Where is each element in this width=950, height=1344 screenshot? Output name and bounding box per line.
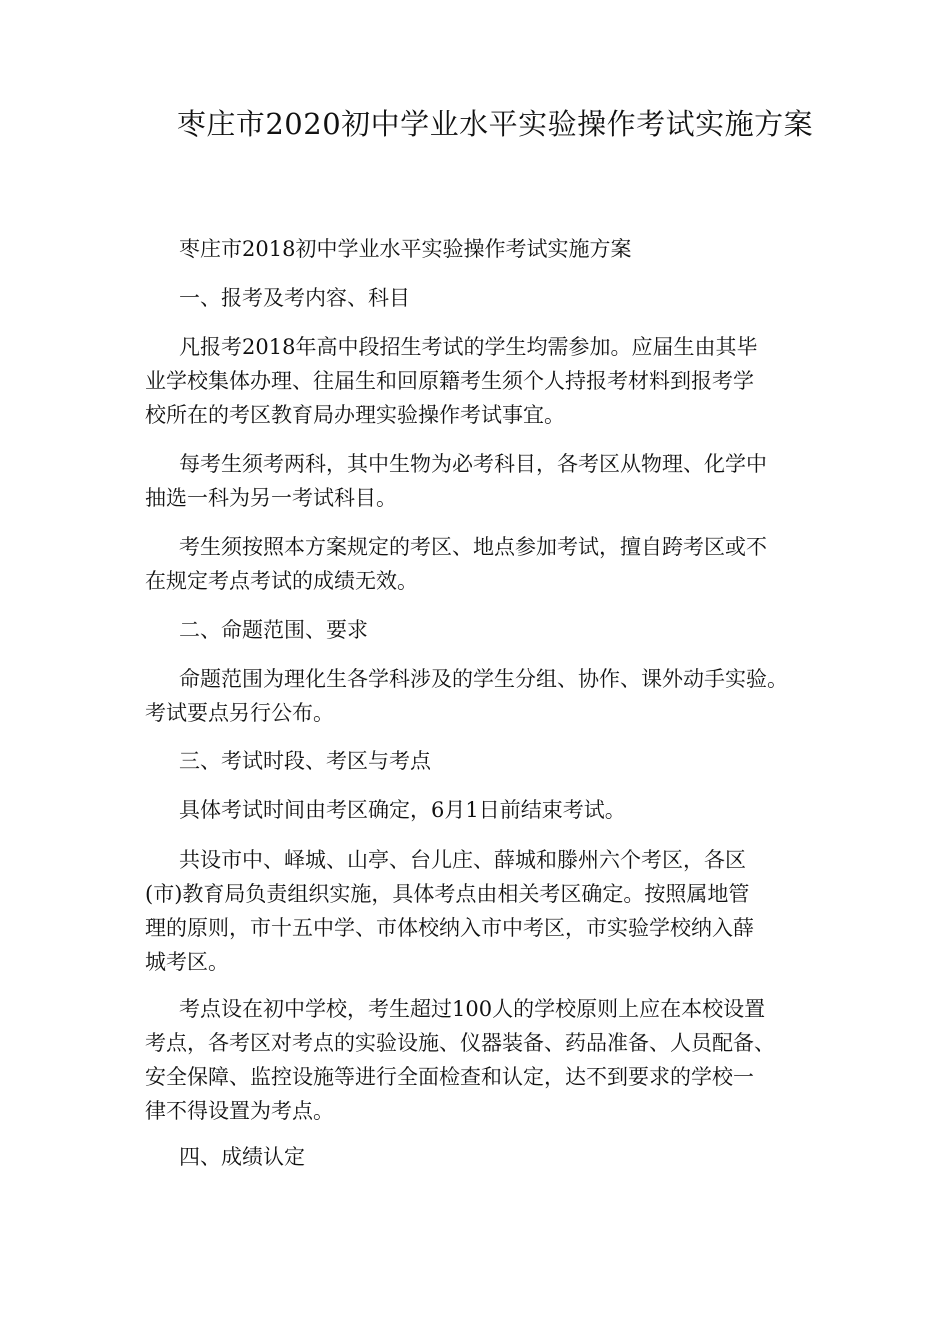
paragraph-subjects (145, 447, 845, 515)
paragraph-line: 每考生须考两科，其中生物为必考科目，各考区从物理、化学中 (179, 452, 767, 476)
paragraph-line: 考试要点另行公布。 (145, 701, 334, 725)
paragraph-line: 三、考试时段、考区与考点 (179, 749, 431, 773)
paragraph-line: 凡报考2018年高中段招生考试的学生均需参加。应届生由其毕 (179, 335, 758, 359)
paragraph-line: 命题范围为理化生各学科涉及的学生分组、协作、课外动手实验。 (179, 667, 788, 691)
paragraph-line: 枣庄市2018初中学业水平实验操作考试实施方案 (179, 237, 632, 261)
paragraph-line: 考点，各考区对考点的实验设施、仪器装备、药品准备、人员配备、 (145, 1031, 775, 1055)
paragraph-line: (市)教育局负责组织实施，具体考点由相关考区确定。按照属地管 (145, 882, 750, 906)
paragraph-line: 共设市中、峄城、山亭、台儿庄、薛城和滕州六个考区，各区 (179, 848, 746, 872)
paragraph-line: 理的原则，市十五中学、市体校纳入市中考区，市实验学校纳入薛 (145, 916, 754, 940)
paragraph-line: 城考区。 (145, 950, 229, 974)
section-heading-1 (145, 281, 845, 315)
section-heading-3 (145, 744, 845, 778)
paragraph-exam-districts (145, 843, 845, 979)
paragraph-location-rule (145, 530, 845, 598)
paragraph-line: 抽选一科为另一考试科目。 (145, 486, 397, 510)
paragraph-exam-sites (145, 992, 845, 1128)
paragraph-line: 考点设在初中学校，考生超过100人的学校原则上应在本校设置 (179, 997, 766, 1021)
paragraph-line: 具体考试时间由考区确定，6月1日前结束考试。 (179, 798, 626, 822)
paragraph-line: 考生须按照本方案规定的考区、地点参加考试，擅自跨考区或不 (179, 535, 767, 559)
paragraph-line: 一、报考及考内容、科目 (179, 286, 410, 310)
paragraph-scope (145, 662, 845, 730)
paragraph-line: 四、成绩认定 (179, 1145, 305, 1169)
paragraph-line: 二、命题范围、要求 (179, 618, 368, 642)
paragraph-line: 在规定考点考试的成绩无效。 (145, 569, 418, 593)
paragraph-line: 业学校集体办理、往届生和回原籍考生须个人持报考材料到报考学 (145, 369, 754, 393)
paragraph-line: 律不得设置为考点。 (145, 1099, 334, 1123)
section-heading-2 (145, 613, 845, 647)
section-heading-4 (145, 1140, 845, 1174)
paragraph-line: 安全保障、监控设施等进行全面检查和认定，达不到要求的学校一 (145, 1065, 754, 1089)
paragraph-exam-time (145, 793, 845, 827)
paragraph-line: 校所在的考区教育局办理实验操作考试事宜。 (145, 403, 565, 427)
paragraph-subtitle (145, 232, 845, 266)
document-title: 枣庄市2020初中学业水平实验操作考试实施方案 (176, 107, 814, 141)
paragraph-registration (145, 330, 845, 432)
